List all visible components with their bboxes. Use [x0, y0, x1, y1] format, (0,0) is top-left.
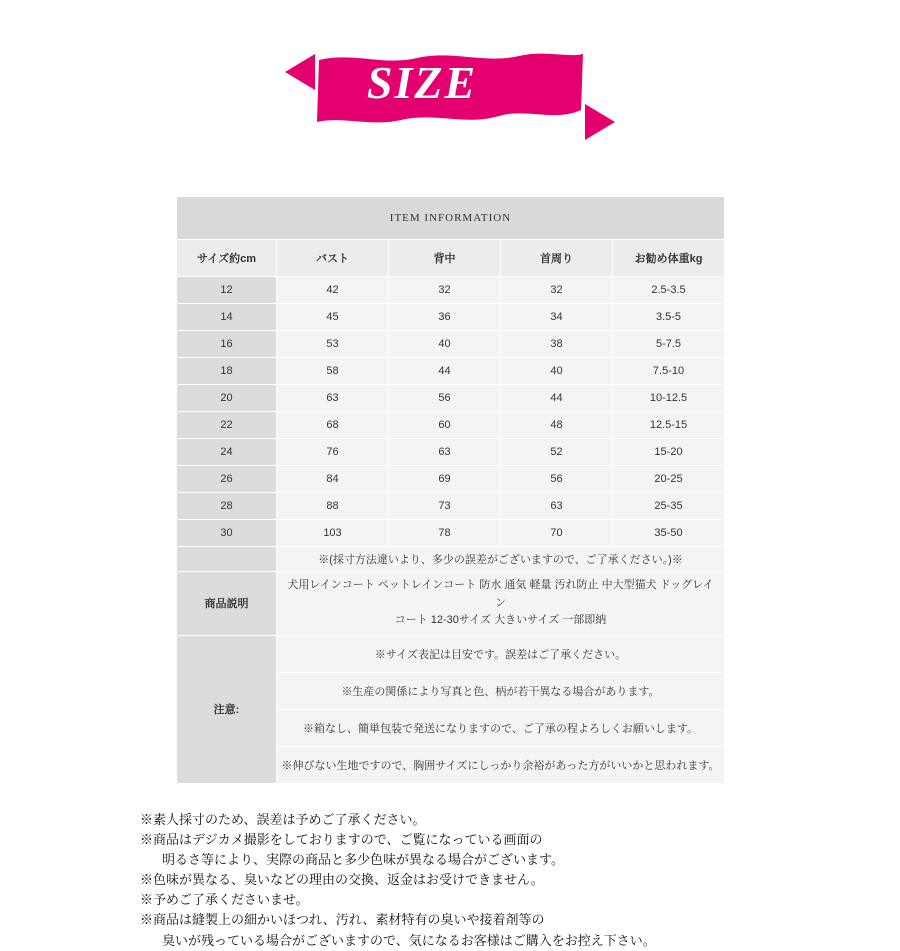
ribbon-right-tail-icon — [585, 104, 615, 140]
footer-line: ※予めご了承くださいませ。 — [140, 892, 309, 908]
caution-row-1 — [177, 635, 725, 672]
cell-weight: 25-35 — [613, 493, 725, 520]
footer-line: ※商品はデジカメ撮影をしておりますので、ご覧になっている画面の — [140, 831, 543, 847]
cell-weight: 20-25 — [613, 466, 725, 493]
measurement-note: ※(採寸方法違いより、多少の誤差がございますので、ご了承ください。)※ — [277, 547, 725, 572]
caution-item: ※生産の関係により写真と色、柄が若干異なる場合があります。 — [277, 672, 725, 709]
cell-back: 78 — [389, 520, 501, 547]
cell-weight: 2.5-3.5 — [613, 277, 725, 304]
table-row — [177, 520, 725, 547]
cell-weight: 15-20 — [613, 439, 725, 466]
table-row — [177, 493, 725, 520]
cell-size: 14 — [177, 304, 277, 331]
cell-size: 30 — [177, 520, 277, 547]
cell-bust: 76 — [277, 439, 389, 466]
cell-neck: 34 — [501, 304, 613, 331]
cell-neck: 48 — [501, 412, 613, 439]
table-row — [177, 412, 725, 439]
cell-bust: 84 — [277, 466, 389, 493]
column-header-size: サイズ約cm — [177, 240, 277, 277]
size-chart-page — [0, 42, 900, 948]
table-row — [177, 439, 725, 466]
cell-weight: 7.5-10 — [613, 358, 725, 385]
description-label: 商品説明 — [177, 572, 277, 636]
table-row — [177, 358, 725, 385]
banner — [0, 42, 900, 182]
column-header-weight: お勧め体重kg — [613, 240, 725, 277]
cell-neck: 44 — [501, 385, 613, 412]
cell-back: 69 — [389, 466, 501, 493]
footer-line: ※商品は縫製上の細かいほつれ、汚れ、素材特有の臭いや接着剤等の — [140, 912, 545, 928]
cell-size: 18 — [177, 358, 277, 385]
table-row — [177, 304, 725, 331]
cell-neck: 56 — [501, 466, 613, 493]
footer-notes — [140, 810, 760, 951]
caution-label: 注意: — [177, 635, 277, 783]
cell-size: 22 — [177, 412, 277, 439]
cell-weight: 3.5-5 — [613, 304, 725, 331]
cell-neck: 63 — [501, 493, 613, 520]
cell-bust: 45 — [277, 304, 389, 331]
cell-weight: 12.5-15 — [613, 412, 725, 439]
footer-line: 臭いが残っている場合がございますので、気になるお客様はご購入をお控え下さい。 — [162, 932, 656, 948]
caution-item: ※箱なし、簡単包装で発送になりますので、ご了承の程よろしくお願いします。 — [277, 709, 725, 746]
caution-item: ※サイズ表記は目安です。誤差はご了承ください。 — [277, 635, 725, 672]
cell-neck: 52 — [501, 439, 613, 466]
footer-line: 明るさ等により、実際の商品と多少色味が異なる場合がございます。 — [162, 852, 564, 868]
cell-neck: 32 — [501, 277, 613, 304]
cell-bust: 53 — [277, 331, 389, 358]
cell-back: 44 — [389, 358, 501, 385]
cell-size: 20 — [177, 385, 277, 412]
cell-size: 26 — [177, 466, 277, 493]
cell-back: 60 — [389, 412, 501, 439]
cell-bust: 68 — [277, 412, 389, 439]
cell-neck: 70 — [501, 520, 613, 547]
cell-weight: 35-50 — [613, 520, 725, 547]
cell-back: 32 — [389, 277, 501, 304]
cell-size: 12 — [177, 277, 277, 304]
cell-neck: 38 — [501, 331, 613, 358]
cell-size: 24 — [177, 439, 277, 466]
table-row — [177, 385, 725, 412]
footer-line: ※色味が異なる、臭いなどの理由の交換、返金はお受けできません。 — [140, 872, 544, 888]
measurement-note-row — [177, 547, 725, 572]
footer-line: ※素人採寸のため、誤差は予めご了承ください。 — [140, 811, 426, 827]
cell-back: 40 — [389, 331, 501, 358]
cell-weight: 5-7.5 — [613, 331, 725, 358]
table-title: ITEM INFORMATION — [177, 197, 725, 240]
cell-back: 56 — [389, 385, 501, 412]
column-header-neck: 首周り — [501, 240, 613, 277]
cell-bust: 42 — [277, 277, 389, 304]
table-header-row — [177, 197, 725, 240]
cell-weight: 10-12.5 — [613, 385, 725, 412]
description-row — [177, 572, 725, 636]
cell-bust: 63 — [277, 385, 389, 412]
caution-item: ※伸びない生地ですので、胸囲サイズにしっかり余裕があった方がいいかと思われます。 — [277, 746, 725, 783]
cell-back: 63 — [389, 439, 501, 466]
column-header-bust: バスト — [277, 240, 389, 277]
column-header-back: 背中 — [389, 240, 501, 277]
item-information-table-wrap — [176, 196, 724, 784]
table-column-header-row — [177, 240, 725, 277]
cell-back: 73 — [389, 493, 501, 520]
table-row — [177, 277, 725, 304]
cell-bust: 103 — [277, 520, 389, 547]
measurement-note-label-spacer — [177, 547, 277, 572]
cell-size: 16 — [177, 331, 277, 358]
table-row — [177, 331, 725, 358]
item-information-table — [176, 196, 725, 784]
cell-neck: 40 — [501, 358, 613, 385]
cell-bust: 88 — [277, 493, 389, 520]
banner-ribbon — [285, 42, 615, 152]
table-row — [177, 466, 725, 493]
page-title: SIZE — [366, 57, 478, 108]
description-body — [277, 572, 725, 636]
cell-back: 36 — [389, 304, 501, 331]
description-line-1: 犬用レインコート ペットレインコート 防水 通気 軽量 汚れ防止 中大型猫犬 ドッグレイン — [287, 579, 714, 609]
description-line-2: コート 12-30サイズ 大きいサイズ 一部即納 — [394, 614, 607, 627]
cell-size: 28 — [177, 493, 277, 520]
cell-bust: 58 — [277, 358, 389, 385]
